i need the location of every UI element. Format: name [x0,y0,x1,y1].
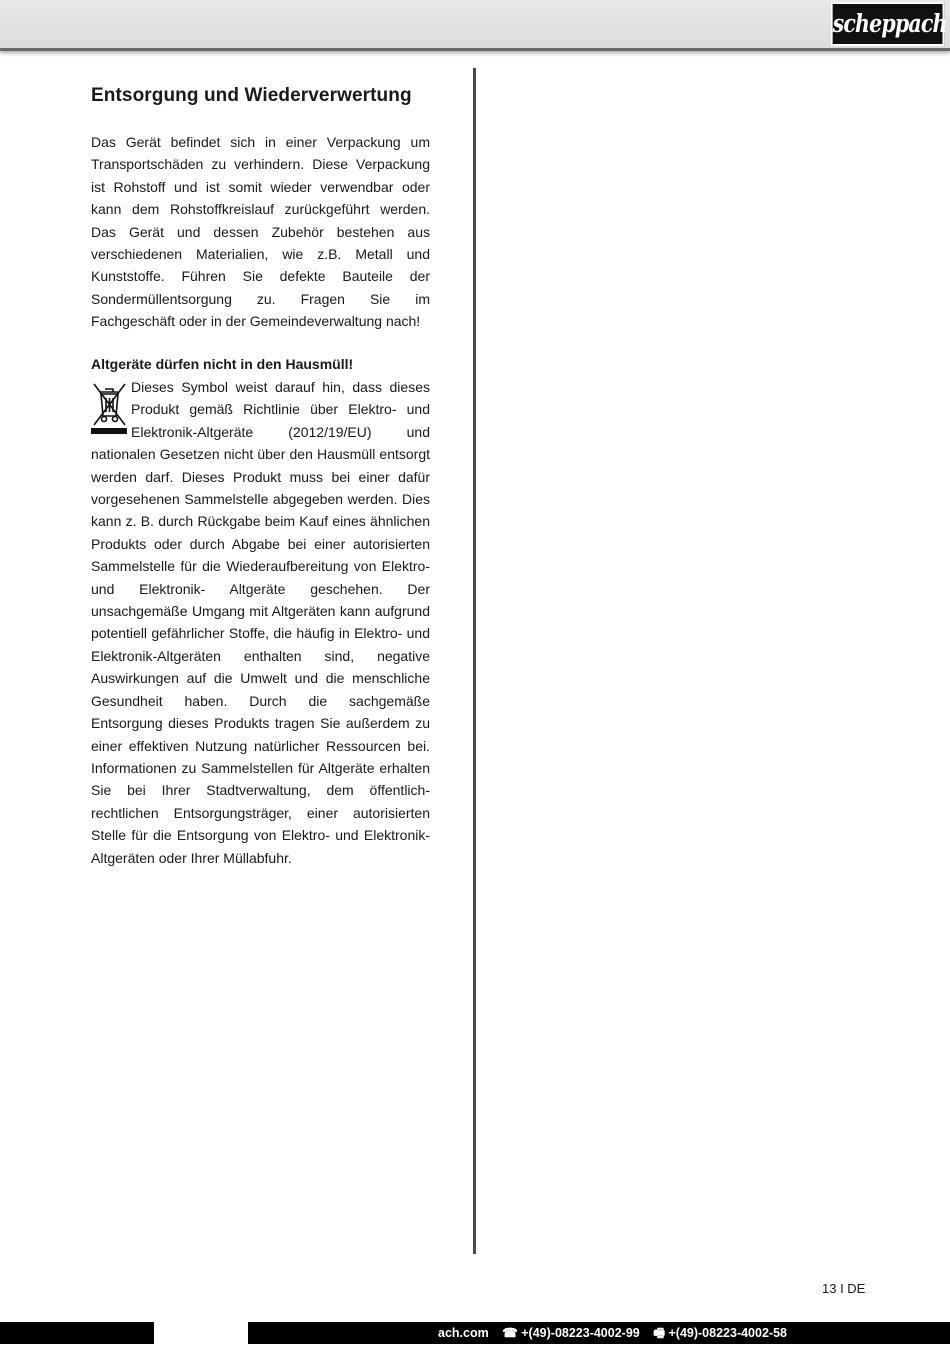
footer-contact [438,1325,797,1341]
column-divider [473,68,476,1254]
paragraph-packaging: Das Gerät befindet sich in einer Verpackung um Transportschäden zu verhindern. Diese Verpackung ist Rohstoff und ist somit wieder verwendbar oder kann dem Rohstoffkreislauf zurückgeführt werden. Das Gerät und dessen Zubehör bestehen aus verschiedenen Materialien, wie z.B. Metall und Kunststoffe. Führen Sie defekte Bauteile der Sondermüllentsorgung zu. Fragen Sie im Fachgeschäft oder in der Gemeindeverwaltung nach! [91,134,430,330]
crossed-out-wheelie-bin-icon [91,378,127,438]
weee-block [91,376,430,869]
footer-fax: 🖷 +(49)-08223-4002-58 [653,1326,787,1340]
section-title: Entsorgung und Wiederverwertung [91,85,412,106]
footer-gap [154,1322,248,1344]
footer-website[interactable]: ach.com [438,1326,489,1340]
subheading-old-devices: Altgeräte dürfen nicht in den Hausmüll! [91,356,354,372]
page-number: 13 I DE [822,1281,866,1296]
footer-phone: ☎ +(49)-08223-4002-99 [502,1326,640,1340]
left-column [91,84,430,866]
page-footer [0,1322,950,1344]
paragraph-weee: Dieses Symbol weist darauf hin, dass dieses Produkt gemäß Richtlinie über Elektro- und Elektronik-Altgeräte (2012/19/EU) und nationalen Gesetzen nicht über den Hausmüll entsorgt werden darf. Dieses Produkt muss bei einer dafür vorgesehenen Sammelstelle abgegeben werden. Dies kann z. B. durch Rückgabe beim Kauf eines ähnlichen Produkts oder durch Abgabe bei einer autorisierten Sammelstelle für die Wiederaufbereitung von Elektro- und Elektronik- Altgeräte geschehen. Der unsachgemäße Umgang mit Altgeräten kann aufgrund potentiell gefährlicher Stoffe, die häufig in Elektro- und Elektronik-Altgeräten enthalten sind, negative Auswirkungen auf die Umwelt und die menschliche Gesundheit haben. Durch die sachgemäße Entsorgung dieses Produkts tragen Sie außerdem zu einer effektiven Nutzung natürlicher Ressourcen bei. Informationen zu Sammelstellen für Altgeräte erhalten Sie bei Ihrer Stadtverwaltung, dem öffentlich-rechtlichen Entsorgungsträger, einer autorisierten Stelle für die Entsorgung von Elektro- und Elektronik-Altgeräten oder Ihrer Müllabfuhr. [91,379,430,866]
scheppach-logo: scheppach [831,2,944,46]
page-header [0,0,950,51]
